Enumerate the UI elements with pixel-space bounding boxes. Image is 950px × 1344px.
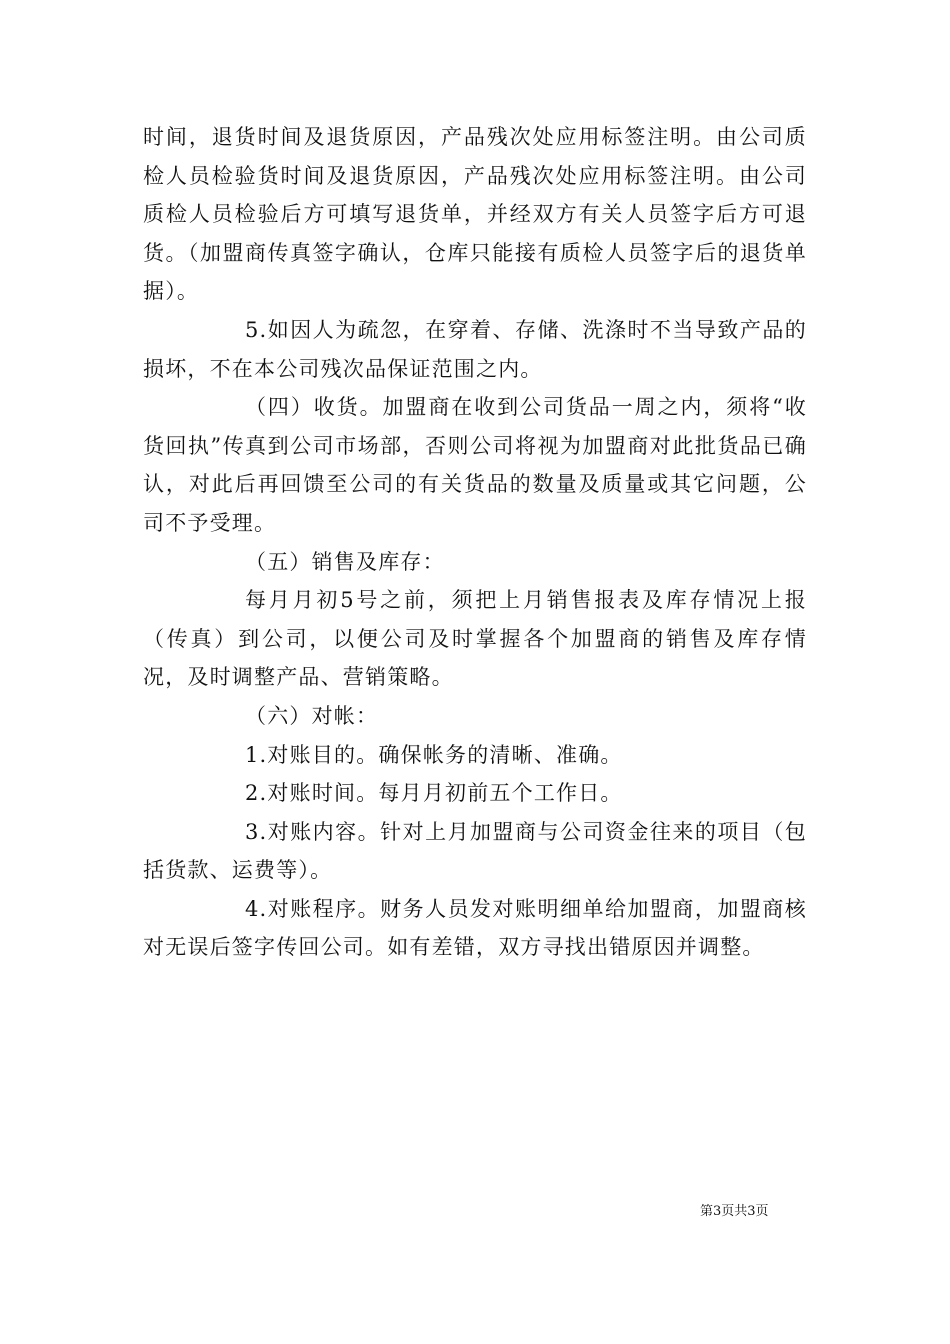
paragraph-reconciliation-time: 2.对账时间。每月月初前五个工作日。 — [245, 781, 623, 806]
heading-reconciliation: （六）对帐： — [245, 703, 379, 728]
heading-sales-inventory: （五）销售及库存： — [245, 549, 445, 574]
paragraph-receiving: （四）收货。加盟商在收到公司货品一周之内，须将“收货回执”传真到公司市场部，否则公司将视为加盟商对此批货品已确认，对此后再回馈至公司的有关货品的数量及质量或其它问题，公司不予受理。 — [143, 395, 807, 535]
paragraph-reconciliation-procedure: 4.对账程序。财务人员发对账明细单给加盟商，加盟商核对无误后签字传回公司。如有差错，双方寻找出错原因并调整。 — [143, 896, 807, 960]
document-body — [143, 118, 807, 967]
paragraph-monthly-report: 每月月初5号之前，须把上月销售报表及库存情况上报（传真）到公司，以便公司及时掌握各个加盟商的销售及库存情况，及时调整产品、营销策略。 — [143, 588, 807, 690]
paragraph-reconciliation-purpose: 1.对账目的。确保帐务的清晰、准确。 — [245, 742, 623, 767]
page-number-footer: 第3页共3页 — [700, 1204, 769, 1219]
paragraph-item-5-damage: 5.如因人为疏忽，在穿着、存储、洗涤时不当导致产品的损坏，不在本公司残次品保证范围之内。 — [143, 317, 807, 381]
paragraph-reconciliation-content: 3.对账内容。针对上月加盟商与公司资金往来的项目（包括货款、运费等）。 — [143, 819, 807, 883]
paragraph-return-procedure: 时间，退货时间及退货原因，产品残次处应用标签注明。由公司质检人员检验货时间及退货原因，产品残次处应用标签注明。由公司质检人员检验后方可填写退货单，并经双方有关人员签字后方可退货。（加盟商传真签字确认，仓库只能接有质检人员签字后的退货单据）。 — [143, 125, 807, 304]
